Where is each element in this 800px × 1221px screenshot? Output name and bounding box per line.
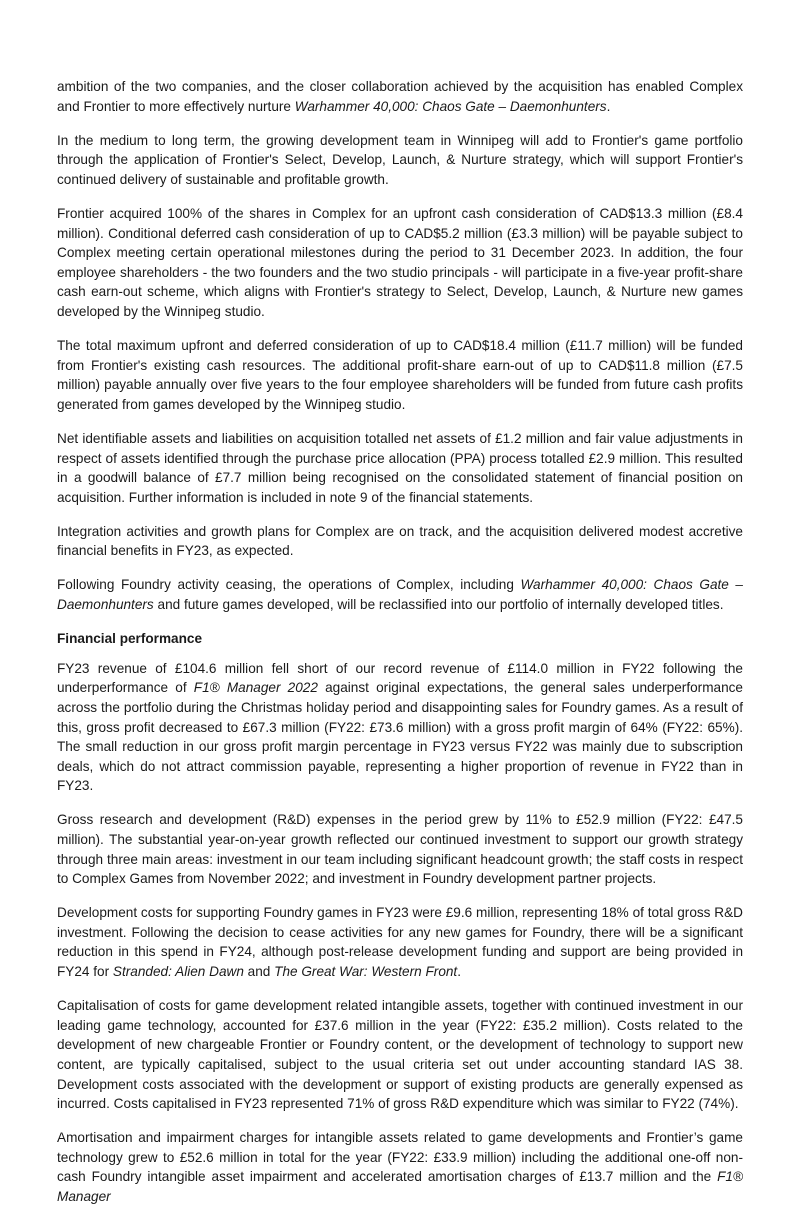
text-run: Frontier acquired 100% of the shares in Complex for an upfront cash consideration of CAD$13.3 million (£8.4 million). Conditional deferred cash consideration of up to CAD$5.2 million (£3.3 million) will be payable subject to Complex meeting certain operational milestones during the period to 31 December 2023. In addition, the four employee shareholders - the two founders and the two studio principals - will participate in a five-year profit-share cash earn-out scheme, which aligns with Frontier's strategy to Select, Develop, Launch, & Nurture new games developed by the Winnipeg studio.: [57, 205, 743, 319]
text-run: Amortisation and impairment charges for intangible assets related to game developments and Frontier’s game technology grew to £52.6 million in total for the year (FY22: £33.9 million) including the additional one-off non-cash Foundry intangible asset impairment and accelerated amortisation charges of £13.7 million and the: [57, 1130, 743, 1185]
section-heading: Financial performance: [57, 631, 203, 647]
title-italic: Warhammer 40,000: Chaos Gate – Daemonhunters: [294, 98, 607, 114]
text-run: Development costs for supporting Foundry games in FY23 were £9.6 million, representing 18% of total gross R&D investment. Following the decision to cease activities for any new games for Foundry, there will be a significant reduction in this spend in FY24, although post-release development funding and support are being provided in FY24 for: [57, 905, 743, 980]
document-page: [57, 77, 743, 1221]
paragraph: [57, 204, 743, 322]
text-run: and future games developed, will be reclassified into our portfolio of internally developed titles.: [153, 597, 724, 613]
paragraph: [57, 131, 743, 190]
paragraph: [57, 659, 743, 796]
paragraph: [57, 429, 743, 507]
text-run: The total maximum upfront and deferred consideration of up to CAD$18.4 million (£11.7 million) will be funded from Frontier's existing cash resources. The additional profit-share earn-out of up to CAD$11.8 million (£7.5 million) payable annually over five years to the four employee shareholders will be funded from future cash profits generated from games developed by the Winnipeg studio.: [57, 338, 743, 412]
text-run: ambition of the two companies, and the closer collaboration achieved by the acquisition has enabled Complex and Frontier to more effectively nurture: [57, 79, 743, 114]
title-italic: F1® Manager: [57, 1169, 743, 1204]
paragraph: [57, 77, 743, 116]
paragraph: [57, 996, 743, 1114]
paragraph: [57, 1128, 743, 1206]
text-run: against original expectations, the general sales underperformance across the portfolio during the Christmas holiday period and disappointing sales for Foundry games. As a result of this, gross profit decreased to £67.3 million (FY22: £73.6 million) with a gross profit margin of 64% (FY22: 65%). The small reduction in our gross profit margin percentage in FY23 versus FY22 was mainly due to subscription deals, which do not attract commission payable, representing a higher proportion of revenue in FY22 than in FY23.: [57, 680, 743, 794]
title-italic: Stranded: Alien Dawn: [112, 964, 244, 980]
paragraph: [57, 336, 743, 414]
section-acquisition: [57, 77, 743, 615]
text-run: FY23 revenue of £104.6 million fell short of our record revenue of £114.0 million in FY22 following the underperformance of: [57, 660, 743, 696]
paragraph: [57, 575, 743, 614]
section-financial-performance: [57, 659, 743, 1207]
text-run: .: [457, 964, 461, 980]
text-run: Gross research and development (R&D) expenses in the period grew by 11% to £52.9 million (FY22: £47.5 million). The substantial year-on-year growth reflected our continued investment to support our growth strategy through three main areas: investment in our team including significant headcount growth; the staff costs in respect to Complex Games from November 2022; and investment in Foundry development partner projects.: [57, 812, 743, 887]
text-run: Following Foundry activity ceasing, the operations of Complex, including: [57, 577, 521, 593]
paragraph: [57, 810, 743, 888]
paragraph: [57, 903, 743, 981]
paragraph: [57, 522, 743, 561]
title-italic: Warhammer 40,000: Chaos Gate – Daemonhunters: [57, 577, 743, 613]
text-run: In the medium to long term, the growing development team in Winnipeg will add to Frontier's game portfolio through the application of Frontier's Select, Develop, Launch, & Nurture strategy, which will support Frontier's continued delivery of sustainable and profitable growth.: [57, 132, 743, 187]
text-run: Capitalisation of costs for game development related intangible assets, together with continued investment in our leading game technology, accounted for £37.6 million in the year (FY22: £35.2 million). Costs related to the development of new chargeable Frontier or Foundry content, or the development of technology to support new content, are typically capitalised, subject to the usual criteria set out under accounting standard IAS 38. Development costs associated with the development or support of existing products are generally expensed as incurred. Costs capitalised in FY23 represented 71% of gross R&D expenditure which was similar to FY22 (74%).: [57, 998, 743, 1112]
text-run: Net identifiable assets and liabilities on acquisition totalled net assets of £1.2 million and fair value adjustments in respect of assets identified through the purchase price allocation (PPA) process totalled £2.9 million. This resulted in a goodwill balance of £7.7 million being recognised on the consolidated statement of financial position on acquisition. Further information is included in note 9 of the financial statements.: [57, 430, 743, 505]
text-run: and: [243, 964, 275, 980]
text-run: Integration activities and growth plans for Complex are on track, and the acquisition delivered modest accretive financial benefits in FY23, as expected.: [57, 523, 743, 559]
title-italic: The Great War: Western Front: [274, 964, 458, 980]
text-run: .: [606, 98, 611, 114]
title-italic: F1® Manager 2022: [193, 680, 318, 696]
